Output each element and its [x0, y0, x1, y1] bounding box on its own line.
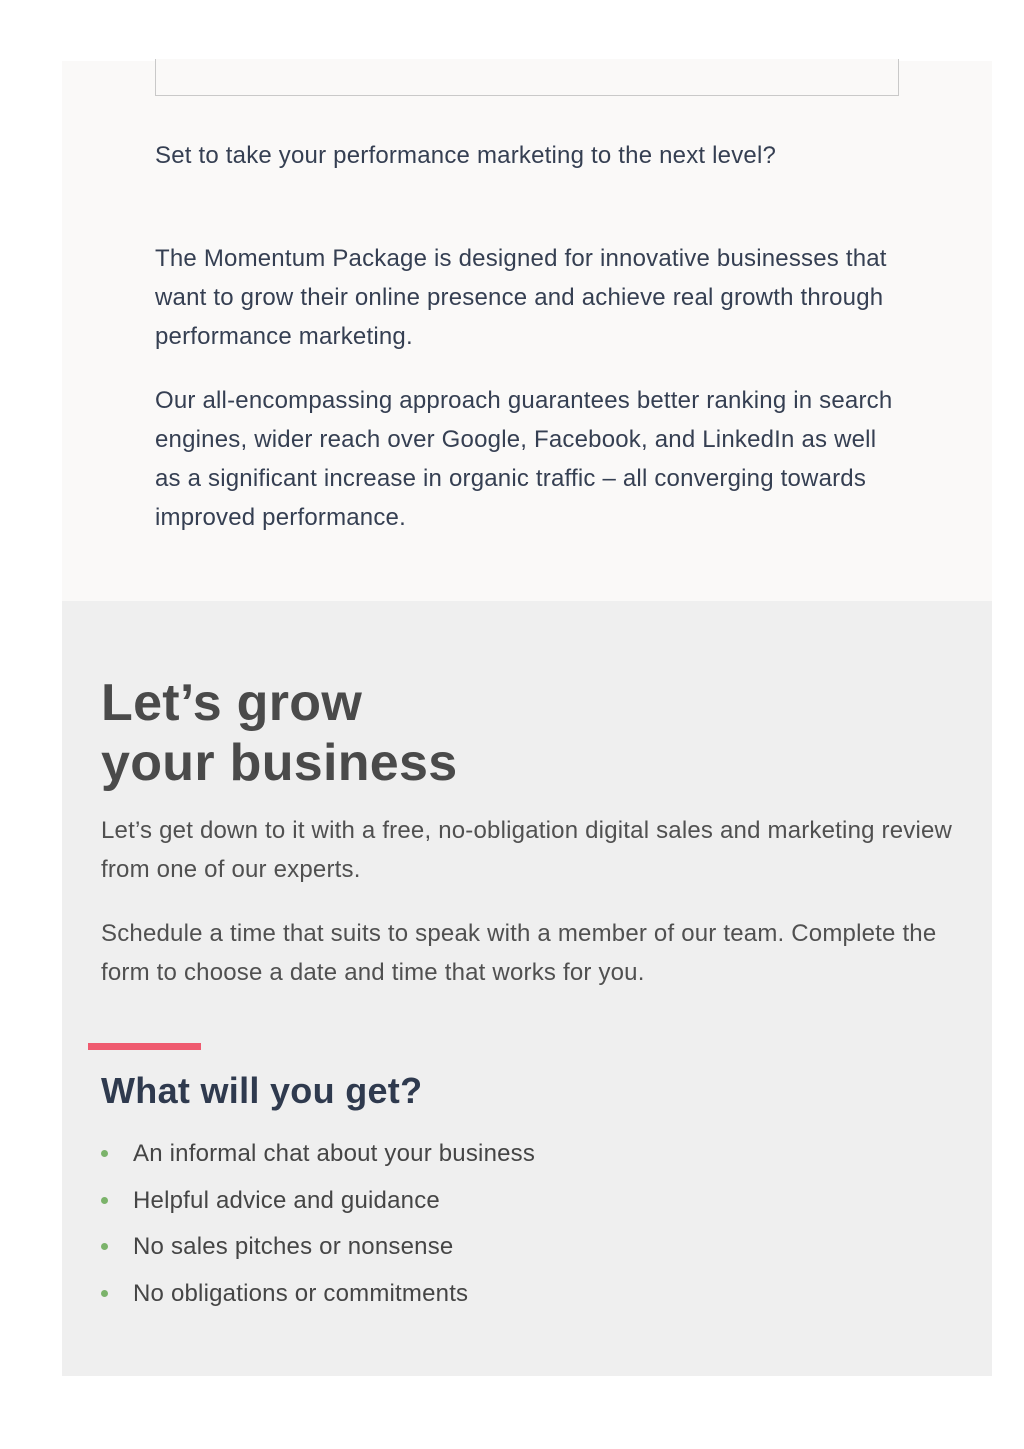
embedded-frame-box — [155, 59, 899, 96]
benefit-text: Helpful advice and guidance — [133, 1186, 440, 1214]
grow-title — [101, 673, 457, 793]
bullet-dot-icon — [101, 1197, 108, 1204]
grow-paragraph-2: Schedule a time that suits to speak with a member of our team. Complete the form to choose a date and time that works for you. — [101, 920, 937, 986]
bullet-dot-icon — [101, 1243, 108, 1250]
benefits-heading: What will you get? — [101, 1070, 423, 1111]
accent-divider — [88, 1043, 201, 1050]
benefit-text: No sales pitches or nonsense — [133, 1233, 454, 1260]
package-intro-section — [62, 61, 992, 601]
grow-title-line-1: Let’s grow — [101, 674, 363, 732]
intro-question: Set to take your performance marketing to the next level? — [155, 142, 777, 169]
intro-paragraph-2: Our all-encompassing approach guarantees better ranking in search engines, wider reach over Google, Facebook, and LinkedIn as well as a significant increase in organic traffic – all converging towards improved performance. — [155, 387, 893, 531]
grow-business-section — [62, 601, 992, 1376]
intro-paragraph-1: The Momentum Package is designed for innovative businesses that want to grow their online presence and achieve real growth through performance marketing. — [155, 245, 887, 350]
benefit-text: An informal chat about your business — [133, 1140, 536, 1167]
benefit-text: No obligations or commitments — [133, 1279, 469, 1307]
grow-paragraph-1: Let’s get down to it with a free, no-obligation digital sales and marketing review from one of our experts. — [101, 817, 953, 883]
grow-title-line-2: your business — [101, 734, 458, 792]
bullet-dot-icon — [101, 1290, 108, 1297]
bullet-dot-icon — [101, 1150, 108, 1157]
